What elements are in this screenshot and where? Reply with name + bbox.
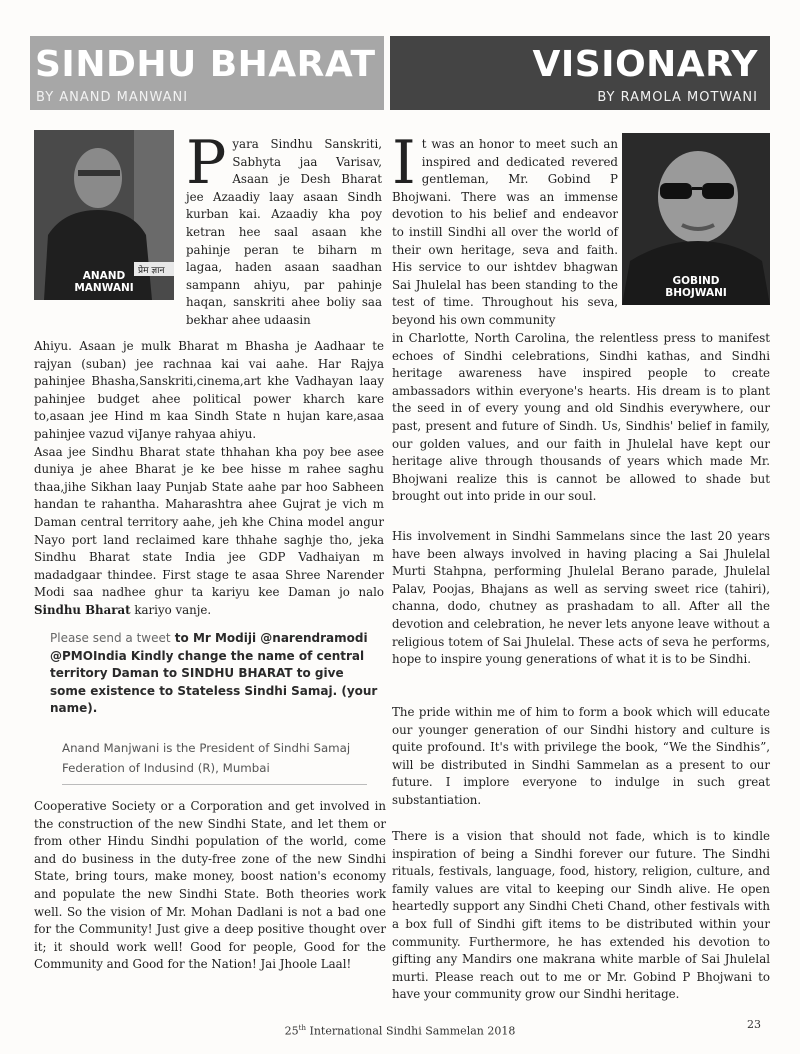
paragraph: The pride within me of him to form a book which will educate our younger generation of our Sindhi history and culture is quite profound. It's with privilege the book, “We the Sindhis”, will be distributed in Sindhi Sammelan as a present to our future. I implore everyone to indulge in such great substantiation. (392, 705, 770, 807)
left-article-intro (186, 128, 382, 330)
sindhu-bharat-emphasis: Sindhu Bharat (34, 602, 131, 617)
caption-last-name: BHOJWANI (665, 287, 727, 299)
drop-cap: P (186, 128, 227, 198)
paragraph-text: Asaa jee Sindhu Bharat state thhahan kha poy bee asee duniya je ahee Bharat je ke bee hisse m rahee saghu thaa,jihe Sikhan laay Punjab State aahe par hoo Sabheen handan te rahantha. Maharashtra ahee Gujrat je vich m Daman central territory aahe, jeh khe China model angur Nayo port land reclaimed kare thhahe saghje tho, jeka Sindhu Bharat state India jee GDP Vadhaiyan m madadgaar thindee. First stage te asaa Shree Narender Modi saa nadhee ghur ta kariyu kee Daman jo nalo (34, 444, 384, 600)
continued-article (34, 798, 386, 974)
footer-ordinal-suffix: th (298, 1024, 306, 1032)
paragraph: There is a vision that should not fade, which is to kindle inspiration of being a Sindhi forever our future. The Sindhi rituals, festivals, language, food, history, religion, culture, and family values are vital to keeping our Sindh alive. He open heartedly support any Sindhi Cheti Chand, other festivals with a box full of Sindhi gift items to be distributed within your community. Furthermore, he has extended his devotion to gifting any Mandirs one makrana white marble of Sai Jhulelal murti. Please reach out to me or Mr. Gobind P Bhojwani to have your community grow our Sindhi heritage. (392, 829, 770, 1002)
banner-text: प्रेम ज्ञान (138, 266, 165, 276)
tweet-lead: Please send a tweet (50, 631, 171, 645)
paragraph: Cooperative Society or a Corporation and get involved in the construction of the new Sindhi State, and let them or from other Hindu Sindhi population of the world, come and do business in the duty-free zone of the new Sindhi State, bring tours, make money, boost nation's economy and populate the new Sindhi State. Both theories work well. So the vision of Mr. Mohan Dadlani is not a bad one for the Community! Just give a deep positive thought over it; it should work well! Good for people, Good for the Community and Good for the Nation! Jai Jhoole Laal! (34, 799, 386, 972)
page-footer (0, 1024, 800, 1038)
right-article-byline: BY RAMOLA MOTWANI (597, 90, 758, 105)
footer-ordinal: 25 (284, 1024, 299, 1038)
left-article-header (30, 36, 384, 110)
intro-text: t was an honor to meet such an inspired and dedicated revered gentleman, Mr. Gobind P Bhojwani. There was an immense devotion to his belief and endeavor to instill Sindhi all over the world of their own heritage, seva and faith. His service to our ishtdev bhagwan Sai Jhulelal has been standing to the test of time. Throughout his seva, beyond his own community (392, 137, 618, 327)
paragraph-end: kariyo vanje. (134, 602, 212, 617)
drop-cap: I (392, 128, 416, 198)
right-article-intro (392, 128, 618, 330)
right-article-header (390, 36, 770, 110)
anand-manwani-caption (34, 270, 174, 294)
gobind-bhojwani-photo (622, 133, 770, 305)
caption-first-name: GOBIND (672, 275, 720, 287)
paragraph (34, 444, 384, 620)
paragraph: in Charlotte, North Carolina, the relentless press to manifest echoes of Sindhi celebrations, Sindhi kathas, and Sindhi heritage awareness have inspired people to create ambassadors within everyone's hearts. His dream is to plant the seed in of every young and old Sindhis everywhere, our past, present and future of Sindh. Us, Sindhis' belief in family, our golden values, and our faith in Jhulelal have kept our heritage alive through thousands of years which made Mr. Bhojwani realize this is cannot be allowed to shade but brought out into pride in our soul. (392, 331, 770, 504)
page-number: 23 (747, 1018, 761, 1031)
left-article-title: SINDHU BHARAT (35, 44, 376, 85)
intro-text: yara Sindhu Sanskriti, Sabhyta jaa Varisav, Asaan je Desh Bharat jee Azaadiy laay asaan Sindh kurban kai. Azaadiy kha poy ketran hee saal asaan khe pahinje peran te biharn m lagaa, haden asaan saadhan sampann ahiyu, par pahinje haqan, sanskriti ahee boliy saa bekhar ahee udaasin (186, 137, 382, 327)
paragraph: His involvement in Sindhi Sammelans since the last 20 years have been always involved in having placing a Sai Jhulelal Murti Stahpna, performing Jhulelal Berano parade, Jhulelal Palav, Poojas, Bhajans as well as serving sweet rice (tahiri), channa, dodo, chutney as prashadam to all. After all the devotion and celebration, he never lets anyone leave without a religious totem of Sai Jhulelal. These acts of seva he performs, hope to inspire young generations of what it is to be Sindhi. (392, 529, 770, 667)
anand-manwani-photo (34, 130, 174, 300)
footer-text: International Sindhi Sammelan 2018 (309, 1024, 516, 1038)
gobind-bhojwani-caption (622, 275, 770, 299)
paragraph: Ahiyu. Asaan je mulk Bharat m Bhasha je Aadhaar te rajyan (suban) jee rachnaa kai vai aahe. Har Rajya pahinjee Bhasha,Sanskriti,cinema,art khe Vadhayan laay pahinjee budget ahee political power kharch kare to,asaan jee Hind m kaa Sindh State n hujan kare,asaa pahinjee vazud viJanye rahyaa ahiyu. (34, 339, 384, 441)
caption-last-name: MANWANI (74, 282, 134, 294)
tweet-body: to Mr Modiji @narendramodi @PMOIndia Kindly change the name of central territory Daman to SINDHU BHARAT to give some existence to Stateless Sindhi Samaj. (your name). (50, 631, 378, 715)
tweet-callout (50, 630, 380, 718)
left-article-byline: BY ANAND MANWANI (36, 90, 189, 105)
divider (62, 784, 367, 785)
right-article-title: VISIONARY (532, 44, 758, 85)
left-article-body (34, 338, 384, 620)
author-bio: Anand Manjwani is the President of Sindhi Samaj Federation of Indusind (R), Mumbai (62, 741, 351, 775)
caption-first-name: ANAND (82, 270, 126, 282)
